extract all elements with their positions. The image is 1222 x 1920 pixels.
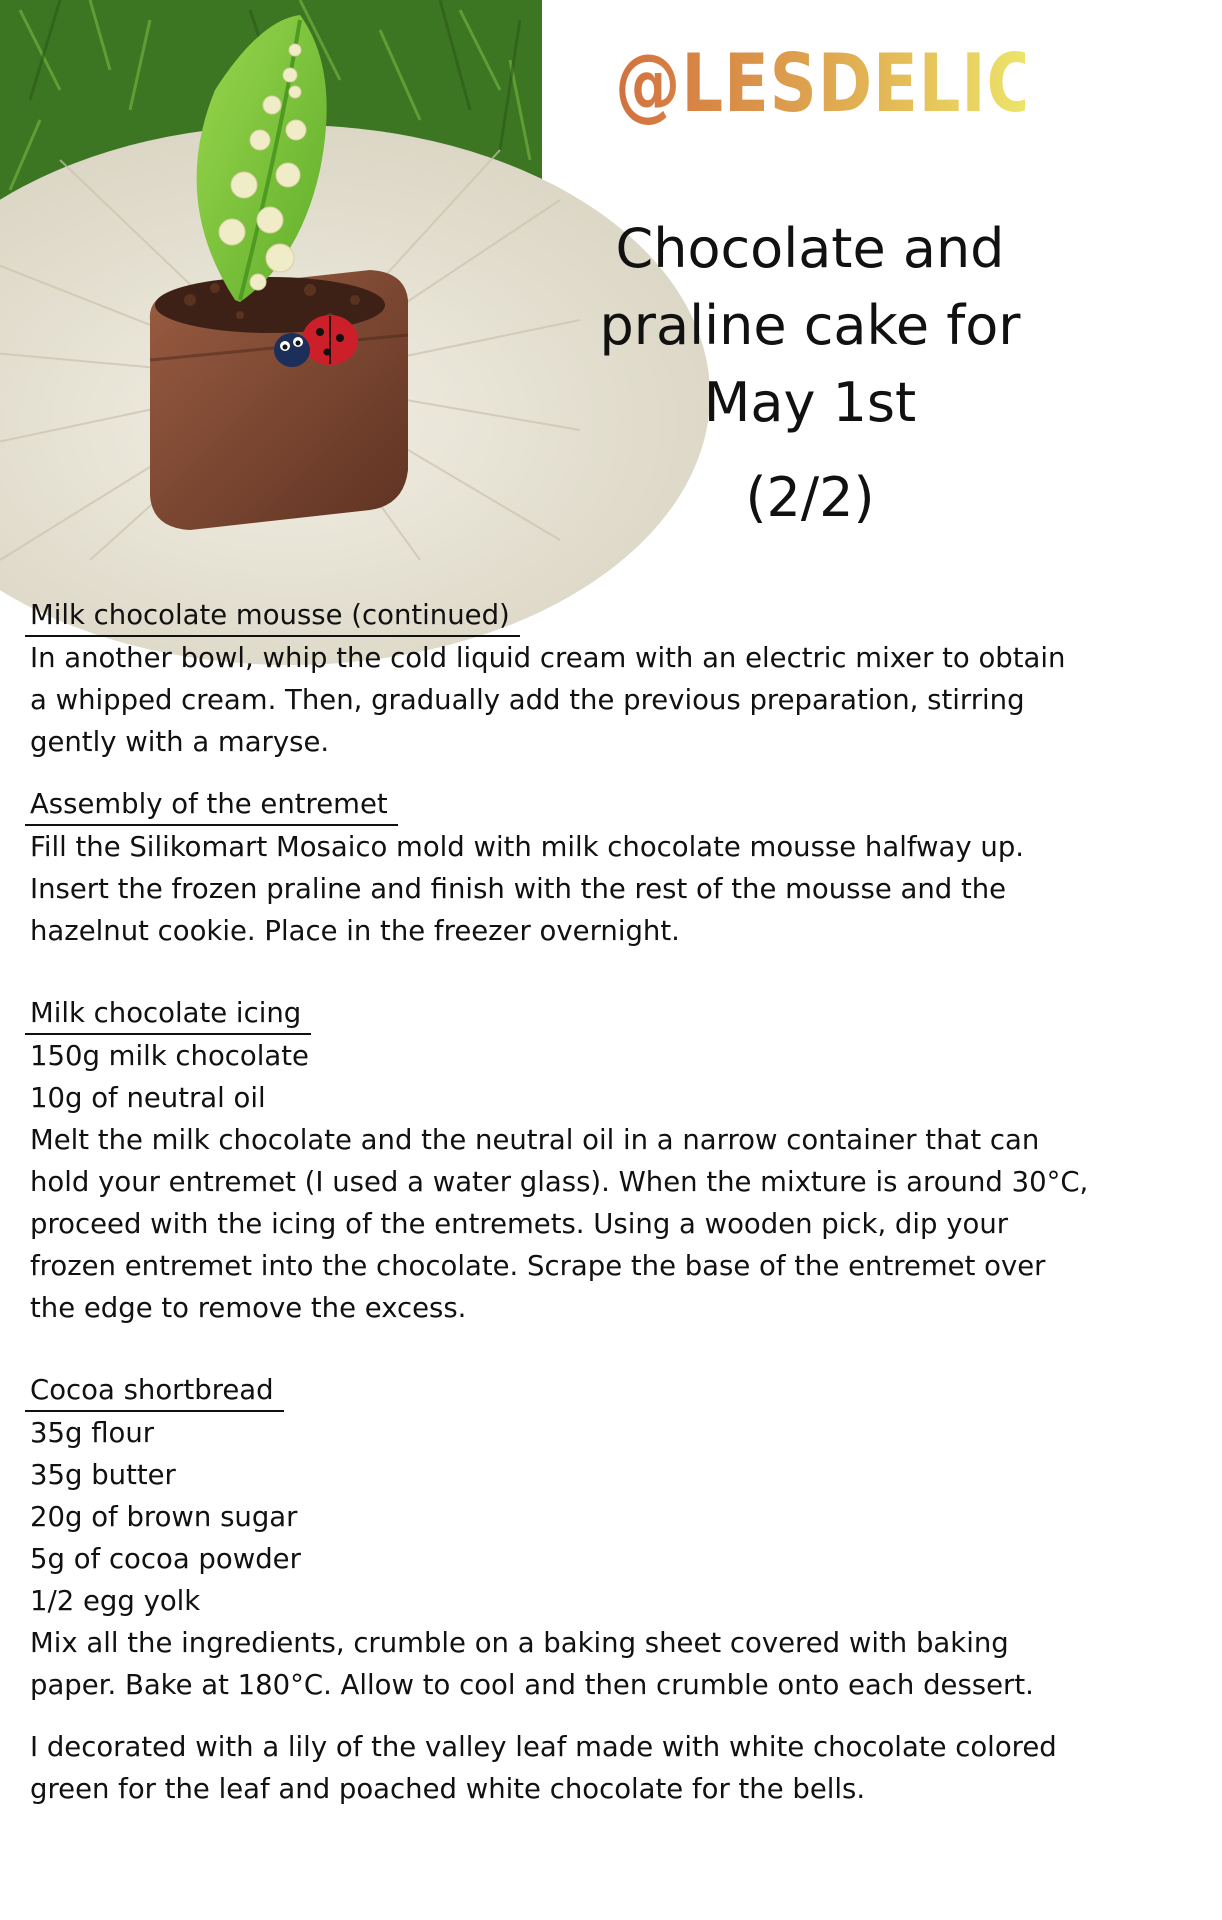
section-milk-chocolate-icing — [30, 992, 1089, 1329]
ingredient-line: 35g butter — [30, 1459, 176, 1491]
section-cocoa-shortbread — [30, 1369, 1070, 1706]
ingredient-line: 1/2 egg yolk — [30, 1585, 201, 1617]
text-line: Fill the Silikomart Mosaico mold with milk chocolate mousse halfway up. — [30, 831, 1025, 863]
text-line: frozen entremet into the chocolate. Scrape the base of the entremet over — [30, 1250, 1046, 1282]
ingredient-line: 5g of cocoa powder — [30, 1543, 301, 1575]
text-line: hazelnut cookie. Place in the freezer overnight. — [30, 915, 680, 947]
section-assembly — [30, 783, 1070, 952]
recipe-content — [30, 594, 1089, 1810]
section-heading: Cocoa shortbread — [25, 1370, 284, 1412]
title-line: Chocolate and — [615, 217, 1005, 280]
text-line: I decorated with a lily of the valley leaf made with white chocolate colored — [30, 1731, 1057, 1763]
text-line: Melt the milk chocolate and the neutral oil in a narrow container that can — [30, 1124, 1040, 1156]
title-line: May 1st — [703, 371, 917, 434]
ingredient-line: 35g flour — [30, 1417, 155, 1449]
dessert-photo — [0, 0, 542, 542]
part-indicator: (2/2) — [745, 466, 875, 529]
text-line: paper. Bake at 180°C. Allow to cool and then crumble onto each dessert. — [30, 1669, 1034, 1701]
section-heading: Milk chocolate icing — [25, 993, 311, 1035]
dessert-illustration — [0, 0, 542, 542]
ingredient-line: 20g of brown sugar — [30, 1501, 298, 1533]
text-line: Mix all the ingredients, crumble on a baking sheet covered with baking — [30, 1627, 1009, 1659]
ingredient-line: 10g of neutral oil — [30, 1082, 266, 1114]
text-line: green for the leaf and poached white chocolate for the bells. — [30, 1773, 866, 1805]
text-line: hold your entremet (I used a water glass). When the mixture is around 30°C, — [30, 1166, 1089, 1198]
page-title — [560, 210, 1060, 536]
text-line: In another bowl, whip the cold liquid cream with an electric mixer to obtain — [30, 642, 1066, 674]
section-heading: Milk chocolate mousse (continued) — [25, 595, 520, 637]
section-heading: Assembly of the entremet — [25, 784, 398, 826]
text-line: proceed with the icing of the entremets. Using a wooden pick, dip your — [30, 1208, 1009, 1240]
text-line: gently with a maryse. — [30, 726, 330, 758]
decoration-note — [30, 1726, 1070, 1810]
text-line: Insert the frozen praline and finish with the rest of the mousse and the — [30, 873, 1007, 905]
ingredient-line: 150g milk chocolate — [30, 1040, 309, 1072]
text-line: the edge to remove the excess. — [30, 1292, 467, 1324]
text-line: a whipped cream. Then, gradually add the previous preparation, stirring — [30, 684, 1025, 716]
section-milk-chocolate-mousse — [30, 594, 1070, 763]
title-line: praline cake for — [599, 294, 1021, 357]
instagram-handle: @LESDELICES31 — [615, 34, 1025, 134]
